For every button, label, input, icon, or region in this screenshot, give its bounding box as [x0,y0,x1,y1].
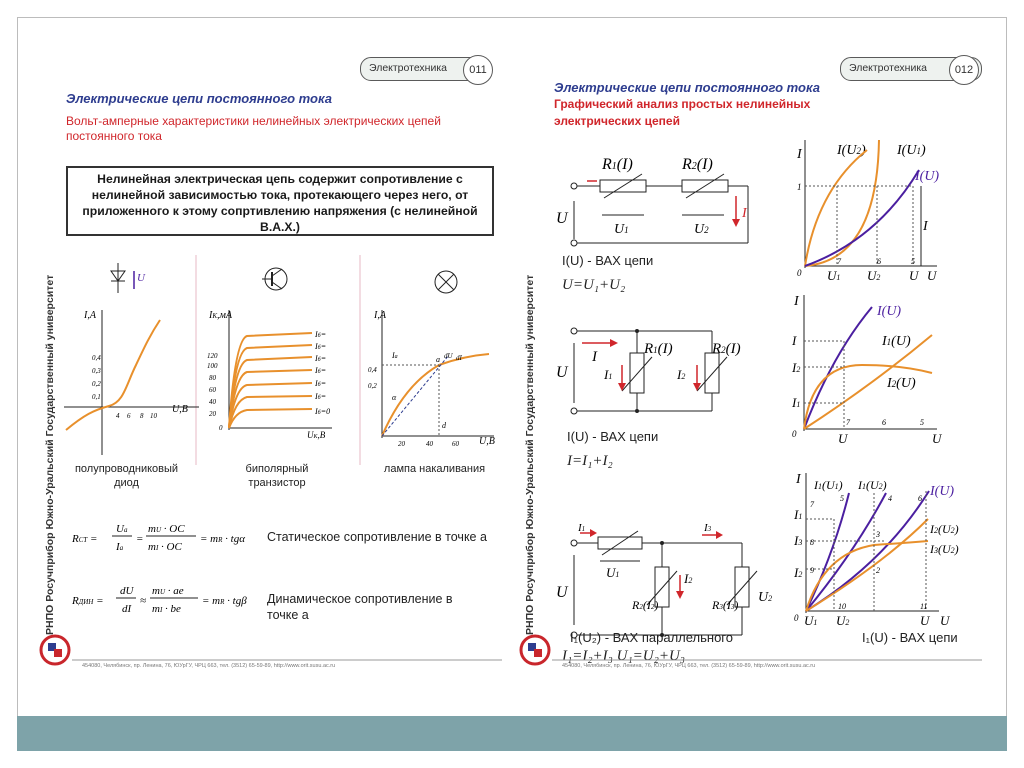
svg-text:Ia: Ia [392,351,398,360]
svg-text:6: 6 [918,494,922,503]
svg-text:I3: I3 [704,522,712,534]
svg-text:7: 7 [837,257,841,266]
svg-text:U: U [909,268,919,283]
side-text: РНПО Росучприбор Южно-Уральский Государственный университет [524,274,536,635]
svg-text:6: 6 [882,418,886,427]
svg-text:Iб=: Iб= [315,392,327,401]
static-desc: Статическое сопротивление в точке а [267,530,487,544]
svg-text:0,4: 0,4 [92,354,101,362]
svg-text:UK,B: UK,B [307,430,326,440]
svg-text:0: 0 [792,429,797,439]
svg-text:U: U [556,364,568,381]
svg-text:U2: U2 [867,268,881,283]
svg-text:R2(I2): R2(I2) [632,598,659,612]
svg-text:Iб=0: Iб=0 [315,407,331,416]
svg-text:mI · OC: mI · OC [148,541,182,553]
svg-text:U1: U1 [827,268,841,283]
page-title: Электрические цепи постоянного тока [66,91,332,106]
series-vax-label [562,253,653,268]
svg-text:I2: I2 [677,367,686,382]
svg-text:I,A: I,A [374,310,386,321]
svg-text:U1: U1 [804,613,818,628]
bottom-bar [17,716,1007,751]
svg-text:80: 80 [209,374,216,382]
dynamic-desc: Динамическое сопротивление в точке а [267,592,453,622]
svg-text:60: 60 [452,440,459,448]
side-band [522,55,548,665]
svg-text:I2(U): I2(U) [887,376,916,391]
svg-text:I1(U): I1(U) [882,334,911,349]
svg-text:U: U [927,268,937,283]
footer-rule [72,659,502,661]
svg-text:Iб=: Iб= [315,342,327,351]
lamp-vax-graph [364,310,504,460]
svg-text:5: 5 [911,257,915,266]
svg-text:9: 9 [810,566,814,575]
svg-text:Iб=: Iб= [315,366,327,375]
definition-box: Нелинейная электрическая цепь содержит сопротивление с нелинейной зависимостью тока, протекающего через него, от приложенного к этому сопртивлению напряжения (с нелинейной В.А.Х.) [66,166,494,236]
lamp-icon [432,268,460,296]
svg-text:0,2: 0,2 [92,380,101,388]
svg-text:R2(I): R2(I) [712,341,741,357]
svg-text:I1: I1 [604,367,613,382]
series-circuit [552,151,782,261]
svg-text:I1: I1 [792,395,801,410]
svg-text:U2: U2 [694,222,709,237]
svg-text:4: 4 [888,494,892,503]
svg-text:8: 8 [810,538,814,547]
page-012 [522,55,972,685]
svg-text:I2: I2 [792,360,801,375]
transistor-vax-graph [207,310,357,460]
svg-text:I2: I2 [794,565,803,580]
mixed-vax-left [570,630,733,645]
logo-icon [40,635,70,665]
page-number: 011 [463,55,493,85]
svg-text:I: I [792,333,797,348]
svg-text:a: a [436,355,440,364]
svg-text:7: 7 [810,500,814,509]
mixed-vax-left-text: I₁(U₂) - ВАХ параллельного [570,630,733,645]
svg-text:dI: dI [122,603,132,615]
page-subtitle: Вольт-амперные характеристики нелинейных электрических цепей постоянного тока [66,114,441,143]
svg-text:U2: U2 [836,613,850,628]
svg-text:U2: U2 [758,590,773,605]
svg-text:I1(U1): I1(U1) [814,478,843,492]
page-tab [360,57,492,81]
svg-text:R1(I): R1(I) [602,156,633,173]
svg-text:10: 10 [838,602,846,611]
svg-text:I,A: I,A [84,310,96,321]
svg-text:I(U1): I(U1) [897,143,926,158]
mixed-circuit [552,522,792,645]
svg-text:IK,мА: IK,мА [209,310,233,321]
svg-text:U1: U1 [606,565,620,580]
svg-text:40: 40 [426,440,433,448]
svg-text:0,4: 0,4 [368,366,377,374]
svg-text:120: 120 [207,352,218,360]
svg-text:2: 2 [876,566,880,575]
svg-text:R2(I): R2(I) [682,156,713,173]
svg-text:U: U [137,272,145,284]
svg-text:mI · be: mI · be [152,603,181,615]
diode-icon [108,263,145,293]
svg-text:mU · ae: mU · ae [152,585,184,597]
diode-vax-graph [64,310,204,460]
svg-text:I(U): I(U) [915,169,940,184]
svg-text:5: 5 [840,494,844,503]
transistor-icon [262,265,290,293]
svg-text:RДИН =: RДИН = [72,595,104,607]
svg-text:I: I [923,219,928,234]
page-subtitle: Графический анализ простых нелинейных электрических цепей [554,97,811,128]
parallel-circuit [552,323,772,433]
parallel-graph [792,294,952,446]
svg-text:6: 6 [127,412,131,420]
svg-text:I: I [797,147,802,162]
mixed-vax-right [862,630,958,645]
svg-text:I: I [796,472,801,487]
svg-text:40: 40 [209,398,216,406]
svg-text:RCT =: RCT = [72,533,98,545]
separator [359,255,361,465]
footer-text: 454080, Челябинск, пр. Ленина, 76, ЮУрГУ, ЧРЦ 663, тел. (3512) 65-59-89, http://www.orit.susu.ac.ru [82,663,336,669]
transistor-caption: биполярный транзистор [245,463,309,489]
svg-text:6: 6 [877,257,881,266]
svg-text:= mR · tgα: = mR · tgα [200,533,245,545]
svg-text:I: I [742,206,747,221]
svg-text:7: 7 [846,418,850,427]
series-equation: U=U₁+U₂ [562,277,626,293]
svg-text:R1(I): R1(I) [644,341,673,357]
svg-text:dU: dU [444,352,453,360]
svg-text:Iб=: Iб= [315,354,327,363]
svg-text:R3(I3): R3(I3) [712,598,739,612]
svg-text:4: 4 [116,412,120,420]
svg-text:≈: ≈ [140,595,147,607]
svg-text:0: 0 [797,268,802,278]
svg-text:I(U): I(U) [877,304,902,319]
svg-text:U: U [556,210,568,227]
svg-text:dU: dU [120,585,134,597]
svg-text:=: = [136,533,144,545]
svg-text:U: U [556,584,568,601]
svg-text:20: 20 [398,440,405,448]
svg-text:I1: I1 [794,507,803,522]
svg-text:60: 60 [209,386,216,394]
side-text: РНПО Росучприбор Южно-Уральский Государственный университет [44,274,56,635]
svg-text:U: U [920,613,930,628]
svg-text:U1: U1 [614,222,629,237]
svg-text:Iб=: Iб= [315,379,327,388]
svg-text:100: 100 [207,362,218,370]
svg-text:0,1: 0,1 [92,393,101,401]
static-formula [72,518,272,558]
svg-text:0: 0 [794,613,799,623]
diode-caption: полупроводниковый диод [74,463,179,489]
series-graph [797,140,947,283]
svg-text:dI: dI [456,354,462,362]
mixed-graph [794,472,959,628]
svg-text:I3(U2): I3(U2) [930,542,959,556]
page-number: 012 [949,55,979,85]
svg-text:α: α [392,393,397,402]
svg-text:U: U [838,431,848,446]
tab-label: Электротехника [369,62,448,74]
page-title: Электрические цепи постоянного тока [554,80,820,95]
svg-text:1: 1 [797,182,802,192]
footer-text: 454080, Челябинск, пр. Ленина, 76, ЮУрГУ, ЧРЦ 663, тел. (3512) 65-59-89, http://www.orit.susu.ac.ru [562,663,816,669]
footer-rule [552,659,982,661]
svg-text:Iб=: Iб= [315,330,327,339]
svg-text:U: U [940,613,950,628]
tab-label: Электротехника [849,62,928,74]
svg-text:d: d [442,421,446,430]
svg-text:I1: I1 [578,522,586,534]
svg-text:mU · OC: mU · OC [148,523,185,535]
svg-text:0,2: 0,2 [368,382,377,390]
svg-text:I(U): I(U) [930,484,955,499]
svg-text:10: 10 [150,412,157,420]
parallel-vax-label: I(U) - ВАХ цепи [567,429,659,444]
svg-text:= mR · tgβ: = mR · tgβ [202,595,247,607]
svg-text:3: 3 [876,530,880,539]
dynamic-formula [72,580,272,620]
svg-text:U,B: U,B [479,436,495,447]
svg-text:20: 20 [209,410,216,418]
svg-text:I1(U2): I1(U2) [858,478,887,492]
lamp-caption: лампа накаливания [383,463,486,475]
svg-text:U,B: U,B [172,404,188,415]
page-tab [840,57,982,81]
svg-text:I2: I2 [684,571,693,586]
svg-text:U: U [932,431,942,446]
svg-text:0,3: 0,3 [92,367,101,375]
svg-text:I2(U2): I2(U2) [930,522,959,536]
mixed-vax-right-text: I₁(U) - ВАХ цепи [862,630,958,645]
series-vax-text: I(U) - ВАХ цепи [562,253,654,268]
svg-text:8: 8 [140,412,144,420]
svg-text:I(U2): I(U2) [837,143,866,158]
svg-text:0: 0 [219,424,223,432]
svg-text:I: I [592,349,597,365]
logo-icon [520,635,550,665]
page-011 [42,55,495,685]
svg-text:I: I [794,294,799,309]
mixed-equation: I₁=I₂+I₃ U₁=U₂+U₃ [562,648,686,664]
svg-text:Ua: Ua [116,523,128,535]
svg-text:I3: I3 [794,533,803,548]
svg-text:11: 11 [920,602,928,611]
svg-text:Ia: Ia [116,541,124,553]
parallel-equation: I=I₁+I₂ [567,453,613,469]
svg-text:5: 5 [920,418,924,427]
